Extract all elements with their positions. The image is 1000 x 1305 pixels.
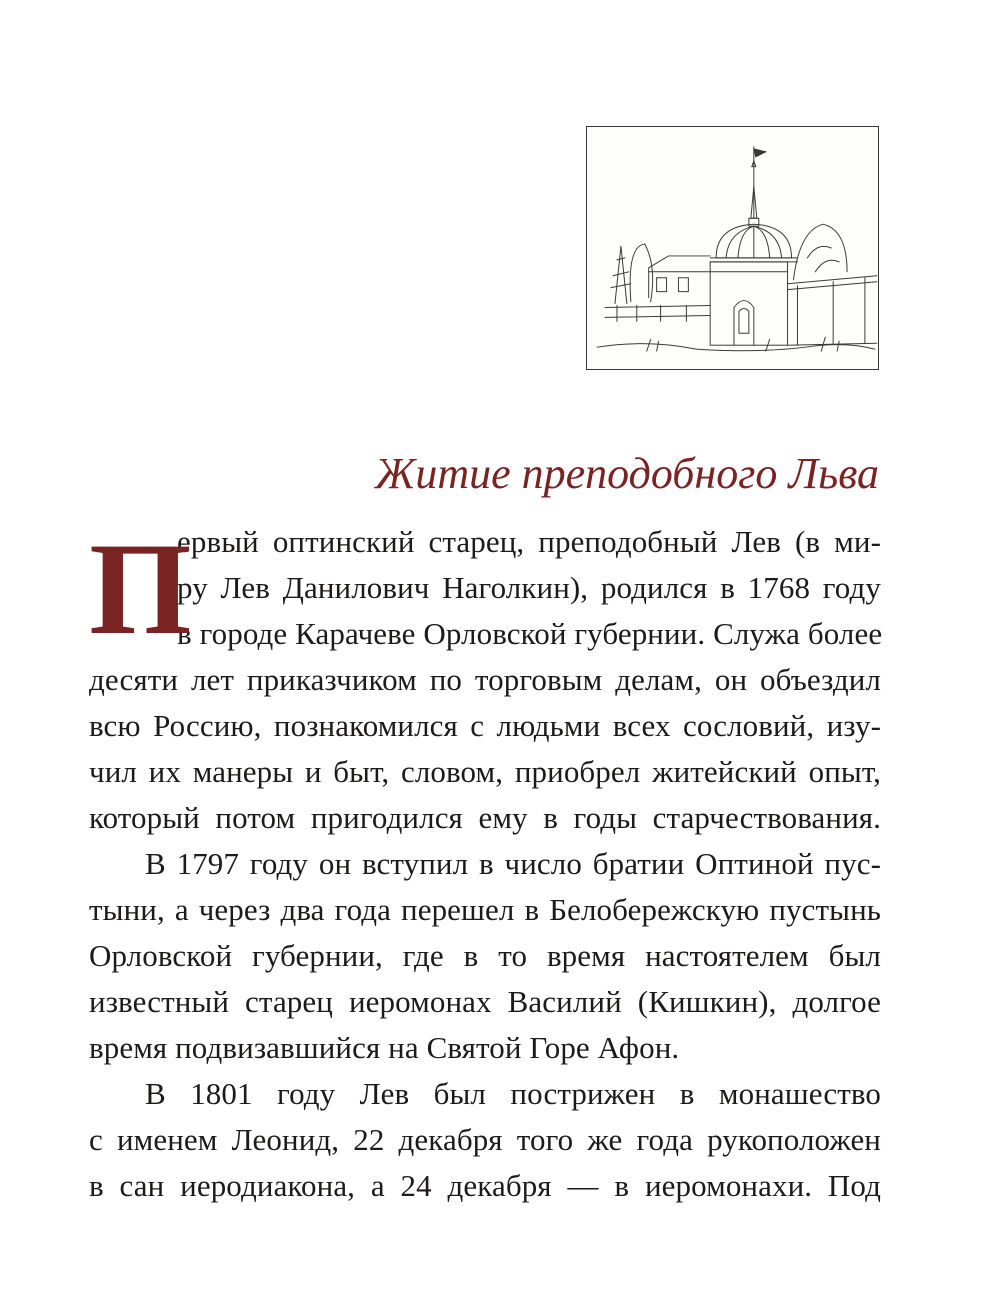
text-line: В 1797 году он вступил в число братии Оптиной пус- bbox=[145, 846, 881, 881]
article-body bbox=[89, 515, 883, 1209]
text-line: ервый оптинский старец, преподобный Лев (в ми- bbox=[177, 524, 881, 559]
text-line: известный старец иеромонах Василий (Кишкин), долгое bbox=[89, 984, 881, 1019]
chapel-sketch-icon bbox=[587, 127, 878, 369]
illustration-frame bbox=[586, 126, 879, 370]
text-line: ру Лев Данилович Наголкин), родился в 1768 году bbox=[177, 570, 881, 605]
text-line: Орловской губернии, где в то время настоятелем был bbox=[89, 938, 881, 973]
text-line: десяти лет приказчиком по торговым делам, он объездил bbox=[89, 662, 881, 697]
page-title: Житие преподобного Льва bbox=[375, 449, 879, 498]
drop-cap: П bbox=[89, 515, 190, 662]
text-line: тыни, а через два года перешел в Белобережскую пустынь bbox=[89, 892, 881, 927]
text-line: В 1801 году Лев был пострижен в монашество bbox=[145, 1076, 881, 1111]
text-line: в городе Карачеве Орловской губернии. Служа более bbox=[177, 616, 883, 651]
text-line: чил их манеры и быт, словом, приобрел житейский опыт, bbox=[89, 754, 881, 789]
text-line: который потом пригодился ему в годы старчествования. bbox=[89, 800, 881, 835]
text-line: с именем Леонид, 22 декабря того же года рукоположен bbox=[89, 1122, 881, 1157]
text-line: в сан иеродиакона, а 24 декабря — в иеромонахи. Под bbox=[89, 1168, 881, 1203]
text-line: всю Россию, познакомился с людьми всех сословий, изу- bbox=[89, 708, 881, 743]
text-line: время подвизавшийся на Святой Горе Афон. bbox=[89, 1030, 680, 1065]
